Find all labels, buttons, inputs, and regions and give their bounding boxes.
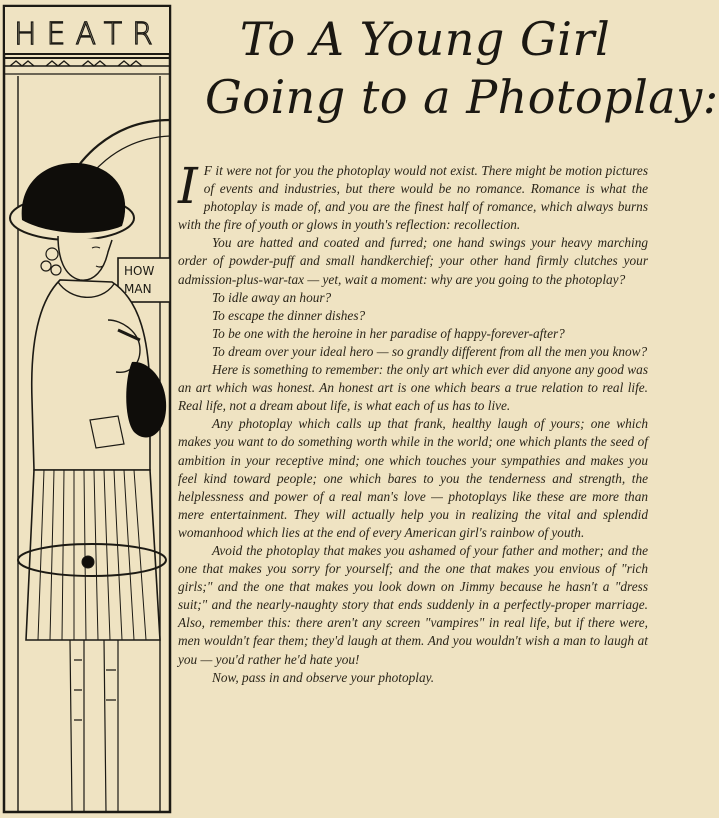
girl-skirt [18,470,166,640]
paragraph-4: Any photoplay which calls up that frank, healthy laugh of yours; one which makes you want to do something worth while in the world; one which plants the seed of ambition in your receptive mind; one which touches your sympathies and makes you feel kind toward people; one which bares to you the tenderness and strength, the helplessness and power of a real man's love — photoplays like these are more than mere entertainment. They will actually help you in realizing the vital and splendid womanhood which lies at the end of every American girl's rainbow of youth. [178,416,648,540]
question-3: To be one with the heroine in her paradise of happy-forever-after? [212,325,565,341]
paragraph-1-text: F it were not for you the photoplay would not exist. There might be motion pictures of events and industries, but there would be no romance. Romance is what the photoplay is made of, and you are the finest half of romance, which always burns with the fire of youth or glows in youth's reflection: recollection. [178,163,648,233]
girl-hat [10,163,134,240]
girl-face [41,236,112,280]
title-line1: To A Young Girl [239,12,611,66]
drop-cap: I [178,157,198,215]
title-line2: Going to a Photoplay: [205,70,719,124]
paragraph-5: Avoid the photoplay that makes you ashamed of your father and mother; and the one that makes you sorry for yourself; and the one that makes you envious of "rich girls;" and the one that makes you look down on Jimmy because he hasn't a "dress suit;" and the nearly-naughty story that ends suddenly in a perfectly-proper marriage. Also, remember this: there aren't any screen "vampires" in real life, but if there were, men wouldn't fear them; they'd laugh at them. And you wouldn't wish a man to laugh at you — you'd rather he'd hate you! [178,542,648,667]
paragraph-2: You are hatted and coated and furred; one hand swings your heavy marching order of powder-puff and small handkerchief; your other hand firmly clutches your admission-plus-war-tax — yet, wait a moment: why are you going to the photoplay? [178,235,648,287]
paragraph-3: Here is something to remember: the only art which ever did anyone any good was an art which was honest. An honest art is one which bears a true relation to real life. Real life, not a dream about life, is what each of us has to live. [178,362,648,414]
paragraph-1 [178,157,648,234]
question-2: To escape the dinner dishes? [212,307,366,323]
question-4: To dream over your ideal hero — so grandly different from all the men you know? [212,343,648,359]
sign-text-line1: HOW [124,264,155,278]
sign-text-line2: MAN [124,282,152,296]
girl-illustration [0,0,180,818]
question-1: To idle away an hour? [212,289,332,305]
page-title [205,10,719,126]
decorative-border-band [4,61,170,74]
paragraph-6: Now, pass in and observe your photoplay. [212,669,435,685]
girl-legs [70,640,118,812]
article-body [178,157,648,687]
marquee-text: HEATR [14,17,163,52]
girl-coat [32,280,166,470]
